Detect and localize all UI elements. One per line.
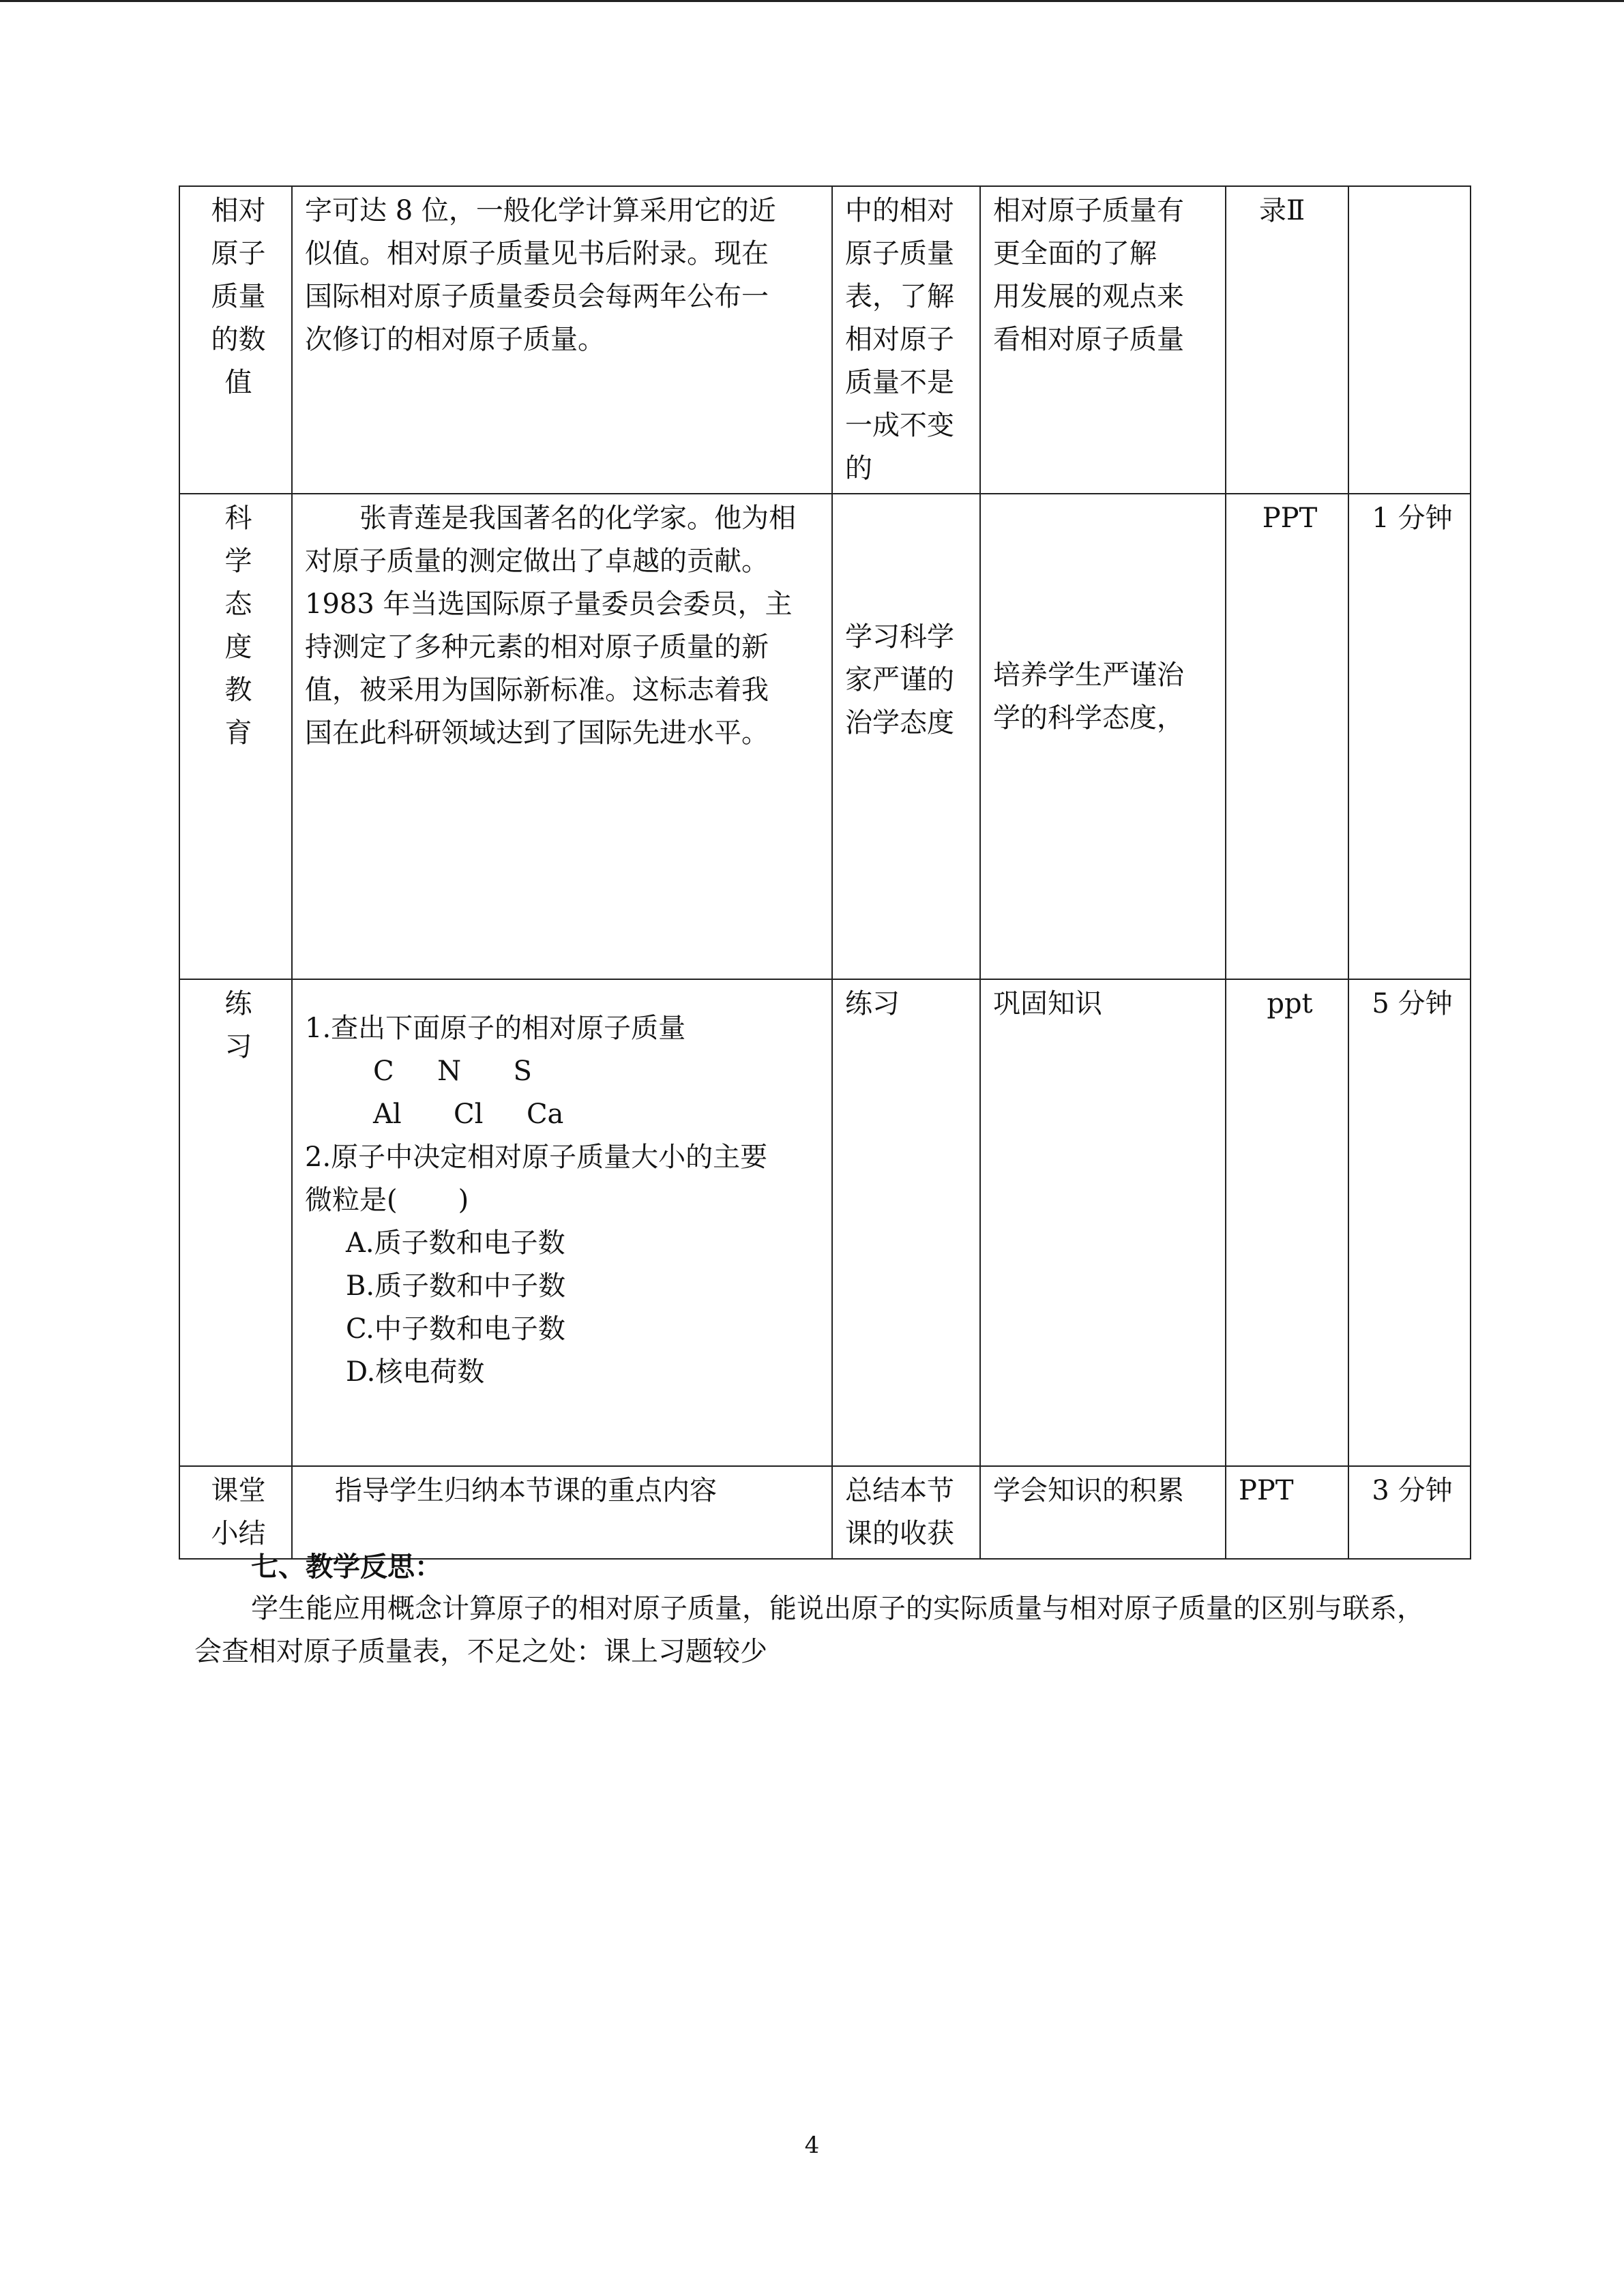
table-row (179, 494, 1471, 979)
reflection-paragraph: 学生能应用概念计算原子的相对原子质量，能说出原子的实际质量与相对原子质量的区别与联系，会查相对原子质量表，不足之处：课上习题较少 (194, 1593, 1424, 1667)
media-cell: PPT (1226, 494, 1348, 979)
content-cell: 字可达 8 位，一般化学计算采用它的近 似值。相对原子质量见书后附录。现在 国际相对原子质量委员会每两年公布一 次修订的相对原子质量。 (292, 186, 832, 494)
content-cell: 1.查出下面原子的相对原子质量 C N S Al Cl Ca 2.原子中决定相对原子质量大小的主要 微粒是( ) A.质子数和电子数 B.质子数和中子数 C.中子数和电子数 D.核电荷数 (292, 979, 832, 1466)
student-activity-cell: 练习 (832, 979, 980, 1466)
time-cell (1348, 186, 1471, 494)
time-cell: 3 分钟 (1348, 1466, 1471, 1559)
design-intent-cell: 培养学生严谨治 学的科学态度， (980, 494, 1226, 979)
content-cell: 张青莲是我国著名的化学家。他为相 对原子质量的测定做出了卓越的贡献。 1983 年当选国际原子量委员会委员，主 持测定了多种元素的相对原子质量的新 值，被采用为国际新标准。这标志着我 国在此科研领域达到了国际先进水平。 (292, 494, 832, 979)
page-number: 4 (804, 2132, 820, 2159)
table-row (179, 979, 1471, 1466)
topic-cell: 课堂 小结 (179, 1466, 292, 1559)
media-cell: PPT (1226, 1466, 1348, 1559)
design-intent-cell: 相对原子质量有 更全面的了解 用发展的观点来 看相对原子质量 (980, 186, 1226, 494)
table-row (179, 186, 1471, 494)
topic-cell: 科 学 态 度 教 育 (179, 494, 292, 979)
media-cell: ppt (1226, 979, 1348, 1466)
student-activity-cell: 中的相对 原子质量 表，了解 相对原子 质量不是 一成不变 的 (832, 186, 980, 494)
design-intent-cell: 学会知识的积累 (980, 1466, 1226, 1559)
topic-cell: 相对 原子 质量 的数 值 (179, 186, 292, 494)
content-cell: 指导学生归纳本节课的重点内容 (292, 1466, 832, 1559)
media-cell: 录Ⅱ (1226, 186, 1348, 494)
design-intent-cell: 巩固知识 (980, 979, 1226, 1466)
student-activity-cell: 学习科学 家严谨的 治学态度 (832, 494, 980, 979)
time-cell: 5 分钟 (1348, 979, 1471, 1466)
page-top-border (0, 0, 1624, 2)
table-row (179, 1466, 1471, 1559)
section-heading: 七、教学反思： (251, 1551, 442, 1583)
topic-cell: 练 习 (179, 979, 292, 1466)
student-activity-cell: 总结本节 课的收获 (832, 1466, 980, 1559)
lesson-plan-table (179, 185, 1471, 1560)
time-cell: 1 分钟 (1348, 494, 1471, 979)
